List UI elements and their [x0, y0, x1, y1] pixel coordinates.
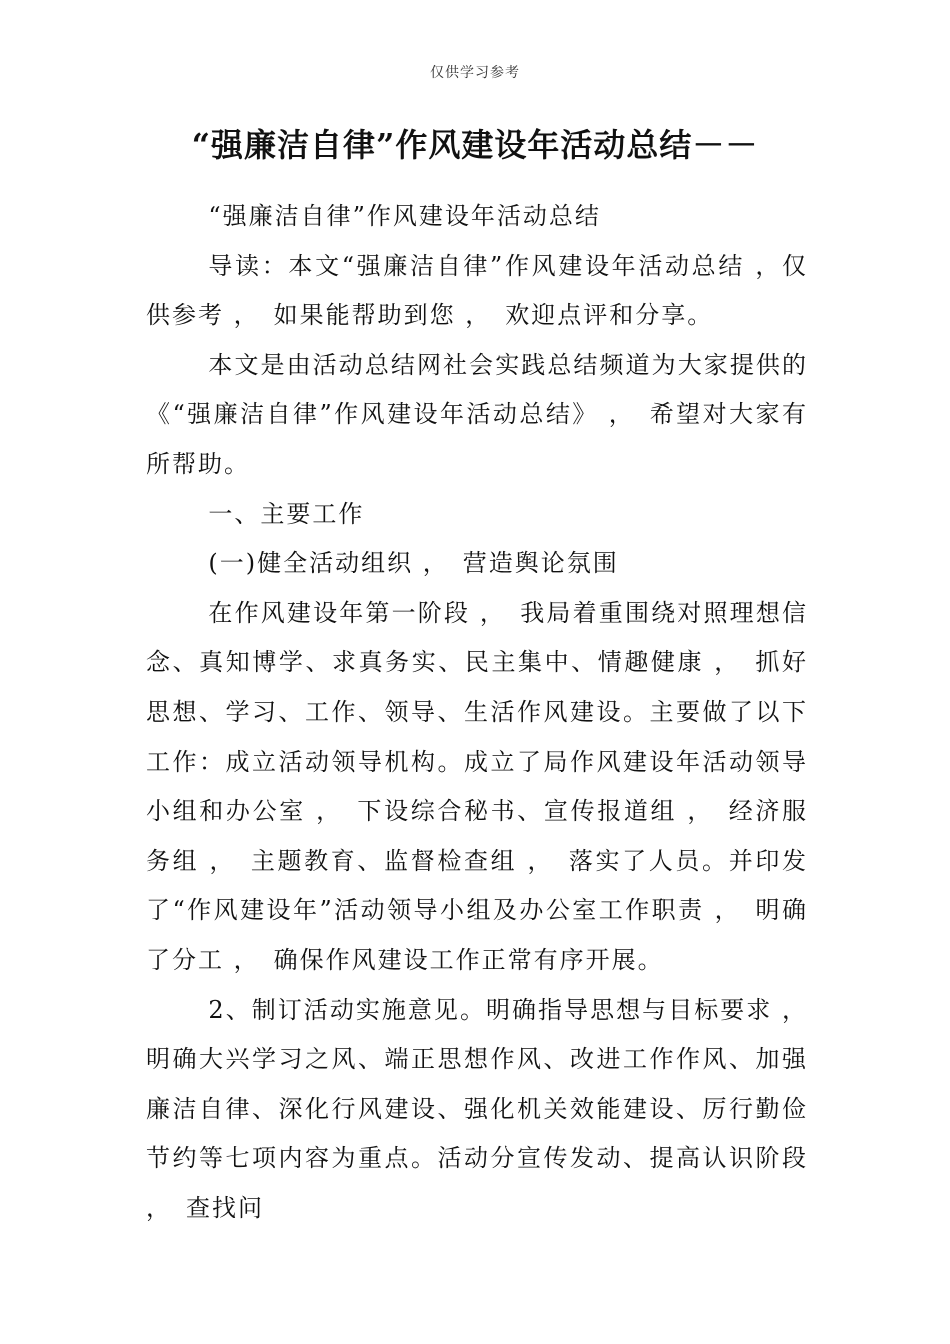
- header-note: 仅供学习参考: [430, 65, 520, 81]
- section-heading-main-work: 一、主要工作: [208, 499, 365, 528]
- paragraph-implementation: 2、制订活动实施意见。明确指导思想与目标要求 ，明确大兴学习之风、端正思想作风、改进工作作风、加强廉洁自律、深化行风建设、强化机关效能建设、厉行勤俭节约等七项内容为重点。活动分宣传发动、提高认识阶段 ， 查找问: [146, 995, 808, 1222]
- paragraph-first-stage: 在作风建设年第一阶段 ， 我局着重围绕对照理想信念、真知博学、求真务实、民主集中、情趣健康 ， 抓好思想、学习、工作、领导、生活作风建设。主要做了以下工作：成立活动领导机构。成立了局作风建设年活动领导小组和办公室 ， 下设综合秘书、宣传报道组 ， 经济服务组 ， 主题教育、监督检查组 ， 落实了人员。并印发了“作风建设年”活动领导小组及办公室工作职责 ， 明确了分工 ， 确保作风建设工作正常有序开展。: [146, 598, 808, 974]
- document-title: “强廉洁自律”作风建设年活动总结－－: [191, 126, 759, 164]
- paragraph-intro: 导读：本文“强廉洁自律”作风建设年活动总结 ，仅供参考 ， 如果能帮助到您 ， 欢迎点评和分享。: [146, 251, 808, 330]
- document-body: [146, 192, 808, 1233]
- subsection-heading-organization: (一)健全活动组织 ， 营造舆论氛围: [208, 549, 619, 578]
- paragraph-subtitle: “强廉洁自律”作风建设年活动总结: [208, 202, 601, 230]
- paragraph-source: 本文是由活动总结网社会实践总结频道为大家提供的《“强廉洁自律”作风建设年活动总结》 ， 希望对大家有所帮助。: [146, 350, 808, 478]
